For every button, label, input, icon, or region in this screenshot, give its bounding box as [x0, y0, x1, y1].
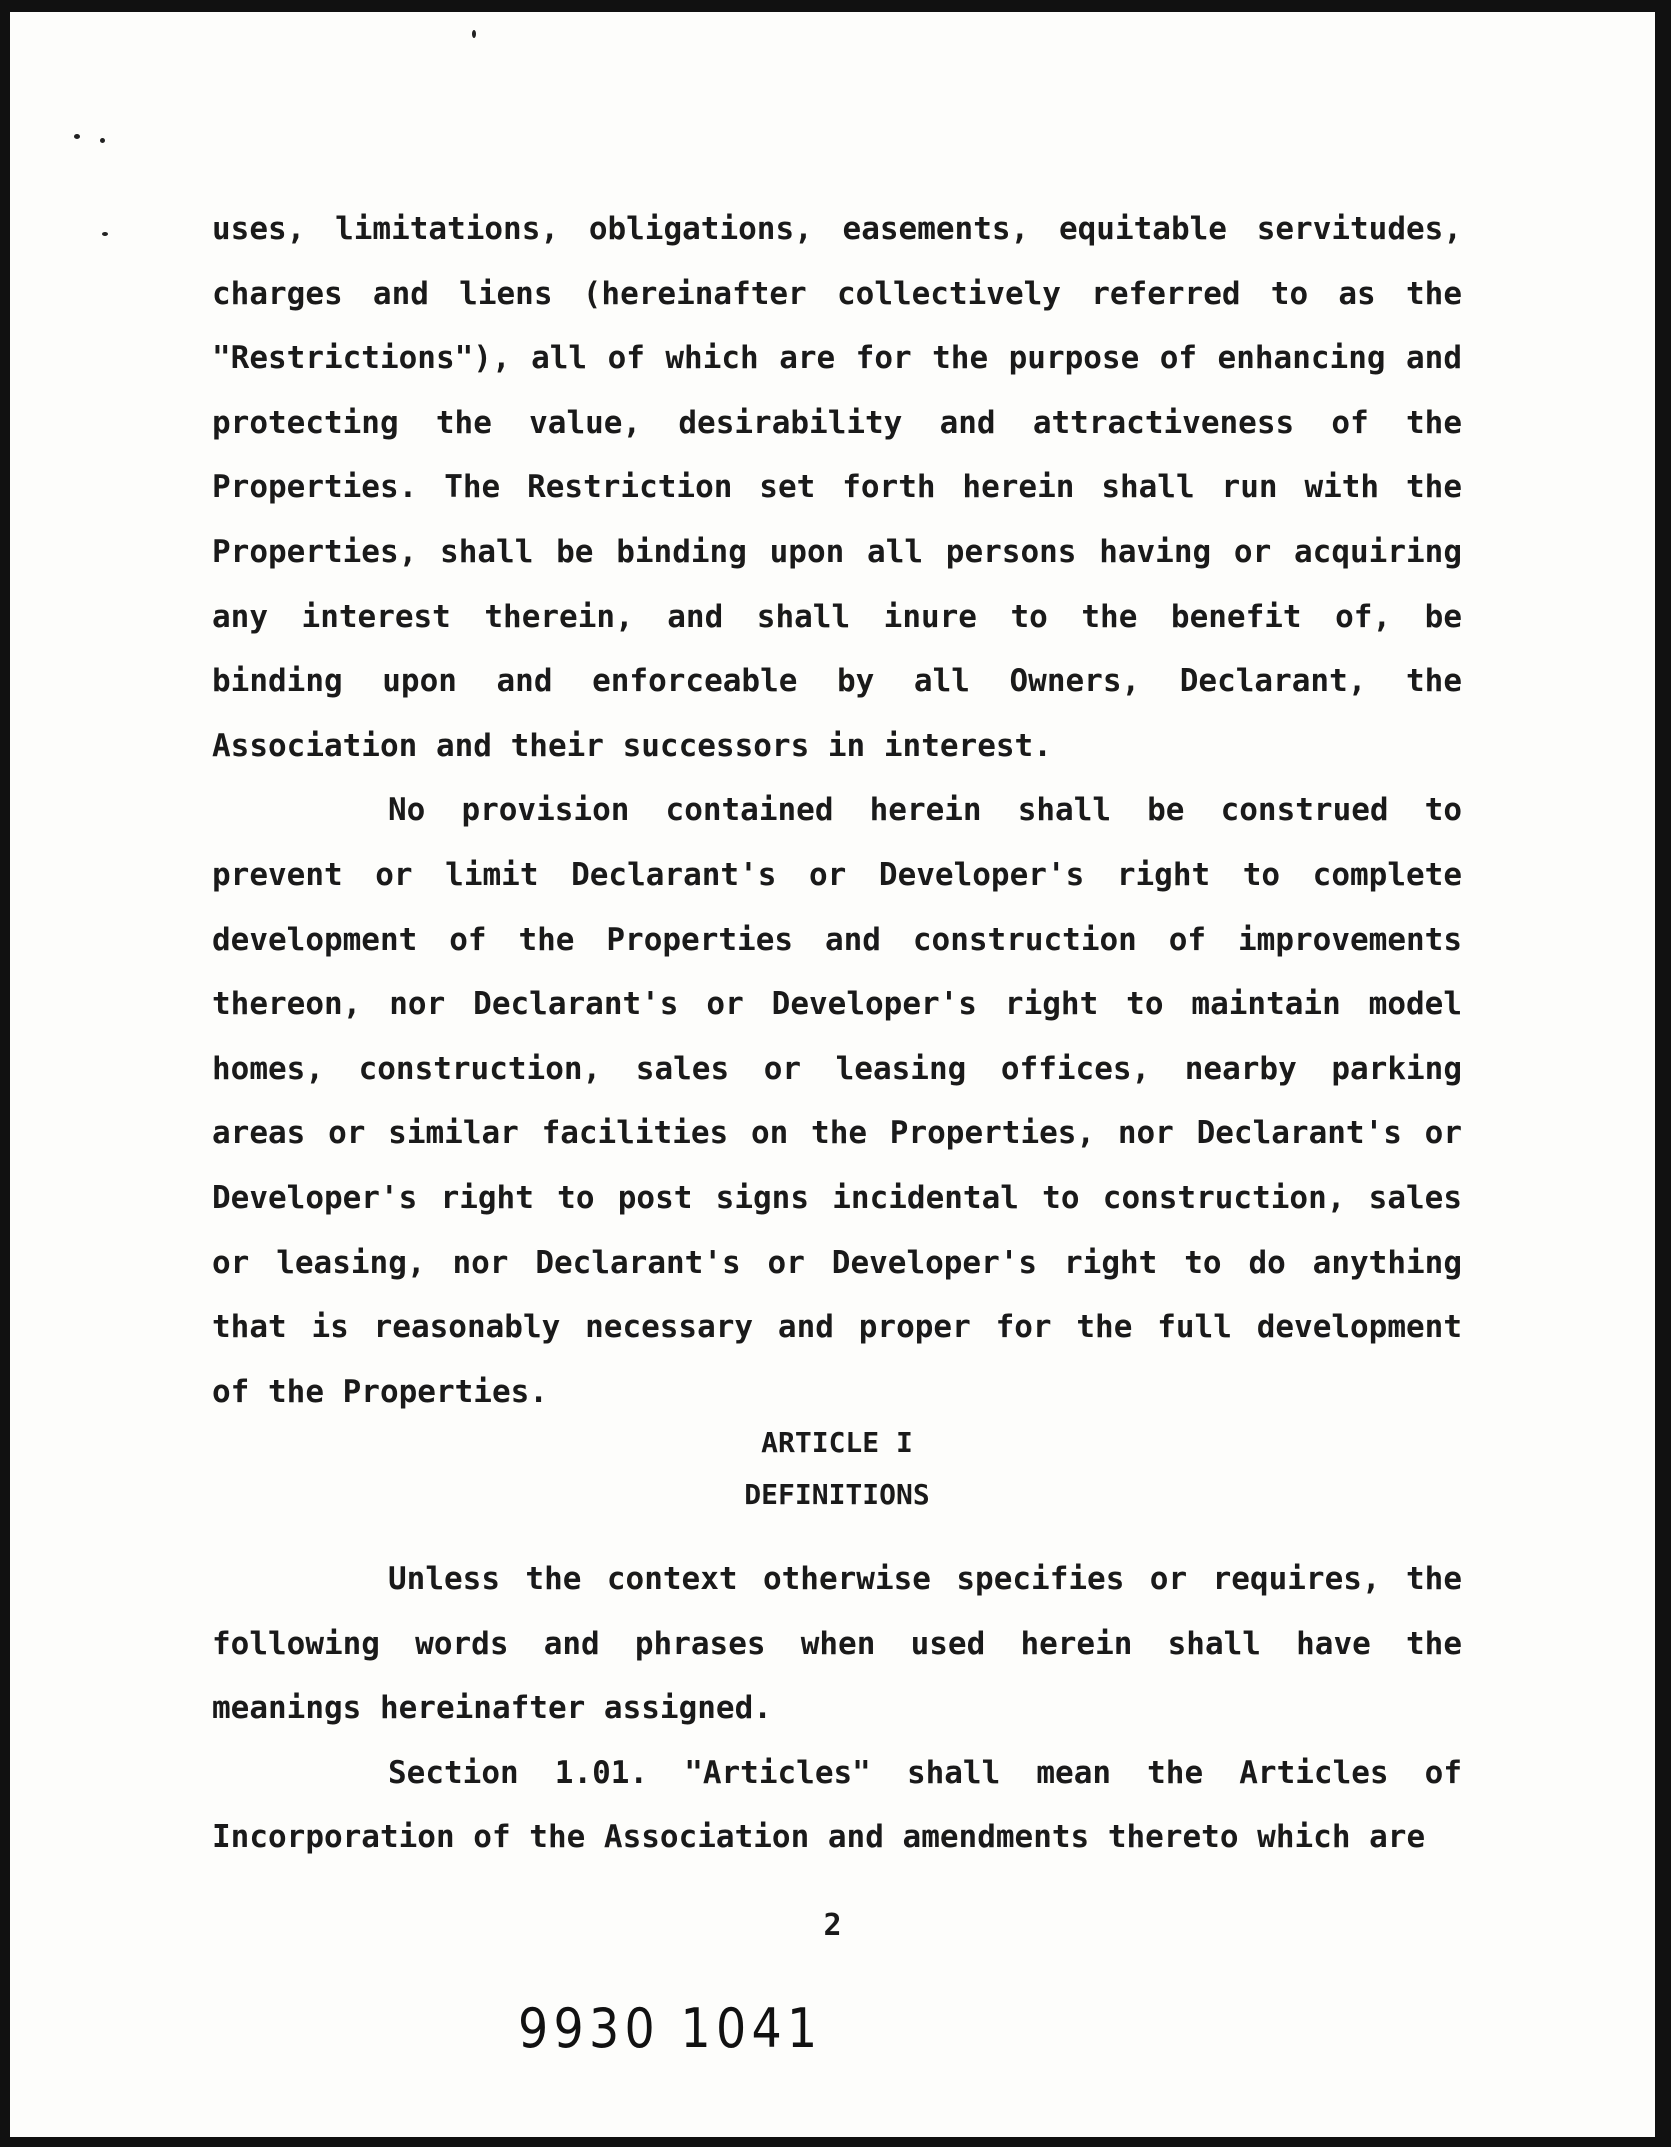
paragraph-section-1-01: Section 1.01. "Articles" shall mean the Articles of Incorporation of the Association and amendments thereto which are [212, 1754, 1462, 1856]
paragraph-definitions-intro: Unless the context otherwise specifies or requires, the following words and phrases when used herein shall have the meanings hereinafter assigned. [212, 1561, 1462, 1727]
body-text-top [212, 197, 1462, 1424]
article-heading [212, 1417, 1462, 1521]
article-title: DEFINITIONS [744, 1478, 930, 1511]
scan-speck [472, 30, 476, 38]
page-number: 2 [823, 1908, 842, 1943]
article-number: ARTICLE I [761, 1426, 913, 1459]
paragraph-no-provision: No provision contained herein shall be construed to prevent or limit Declarant's or Developer's right to complete development of the Properties and construction of improvements thereon, nor Declarant's or Developer's right to maintain model homes, construction, sales or leasing offices, nearby parking areas or similar facilities on the Properties, nor Declarant's or Developer's right to post signs incidental to construction, sales or leasing, nor Declarant's or Developer's right to do anything that is reasonably necessary and proper for the full development of the Properties. [212, 792, 1462, 1410]
scan-speck [74, 134, 80, 139]
document-id: 9930 1041 [518, 1997, 823, 2060]
document-page [10, 12, 1655, 2137]
scan-speck [102, 232, 108, 236]
scan-speck [100, 138, 105, 143]
body-text-bottom [212, 1547, 1462, 1870]
paragraph-restrictions: uses, limitations, obligations, easements, equitable servitudes, charges and liens (hereinafter collectively referred to as the "Restrictions"), all of which are for the purpose of enhancing and protecting the value, desirability and attractiveness of the Properties. The Restriction set forth herein shall run with the Properties, shall be binding upon all persons having or acquiring any interest therein, and shall inure to the benefit of, be binding upon and enforceable by all Owners, Declarant, the Association and their successors in interest. [212, 211, 1462, 764]
